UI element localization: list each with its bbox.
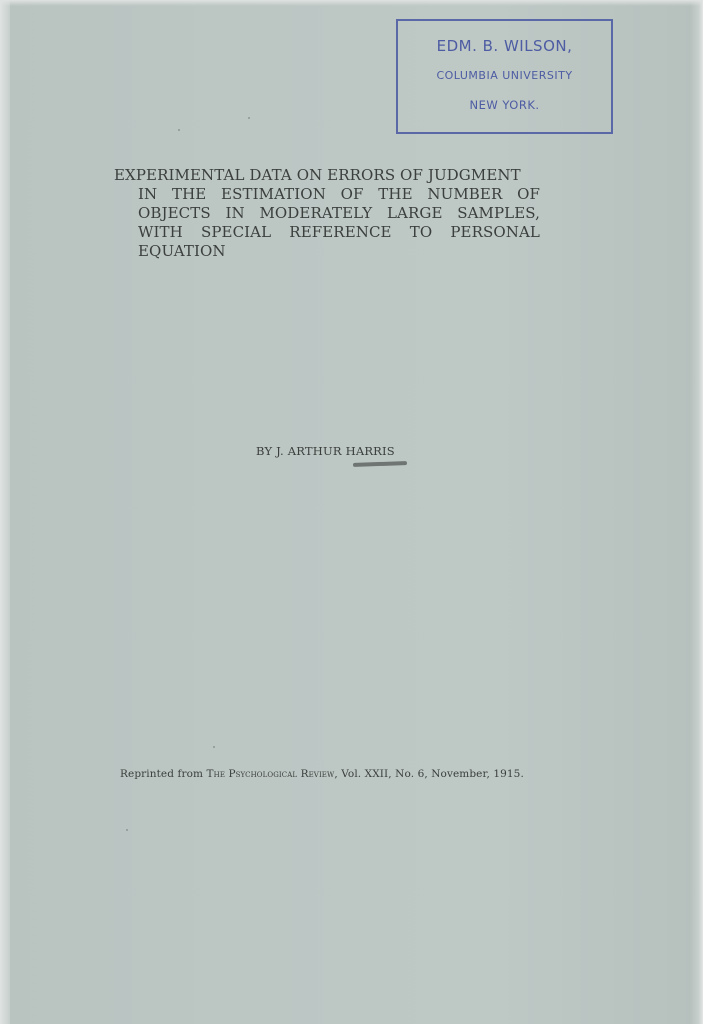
title-line-5: EQUATION — [138, 242, 226, 260]
stamp-institution: COLUMBIA UNIVERSITY — [436, 69, 573, 82]
page-edge-top — [0, 0, 703, 6]
document-title — [114, 166, 540, 261]
owner-stamp — [396, 19, 613, 134]
title-line-4: WITH SPECIAL REFERENCE TO PERSONAL — [138, 223, 540, 241]
paper-speck — [213, 746, 215, 748]
paper-speck — [248, 117, 250, 119]
title-line-1: EXPERIMENTAL DATA ON ERRORS OF JUDGMENT — [114, 166, 521, 184]
stamp-name: EDM. B. WILSON, — [436, 37, 573, 55]
title-line-2: IN THE ESTIMATION OF THE NUMBER OF — [138, 185, 540, 203]
reprint-suffix: , Vol. XXII, No. 6, November, 1915. — [334, 768, 524, 780]
stamp-city: NEW YORK. — [469, 98, 540, 112]
paper-speck — [126, 829, 128, 831]
title-line-3: OBJECTS IN MODERATELY LARGE SAMPLES, — [138, 204, 540, 222]
author-byline: BY J. ARTHUR HARRIS — [256, 444, 395, 458]
reprint-prefix: Reprinted from — [120, 768, 204, 780]
paper-speck — [178, 129, 180, 131]
page-edge-left — [0, 0, 10, 1024]
page-edge-right — [689, 0, 703, 1024]
pencil-underline — [353, 461, 407, 467]
reprint-note — [120, 768, 524, 780]
reprint-journal: The Psychological Review — [206, 768, 335, 780]
